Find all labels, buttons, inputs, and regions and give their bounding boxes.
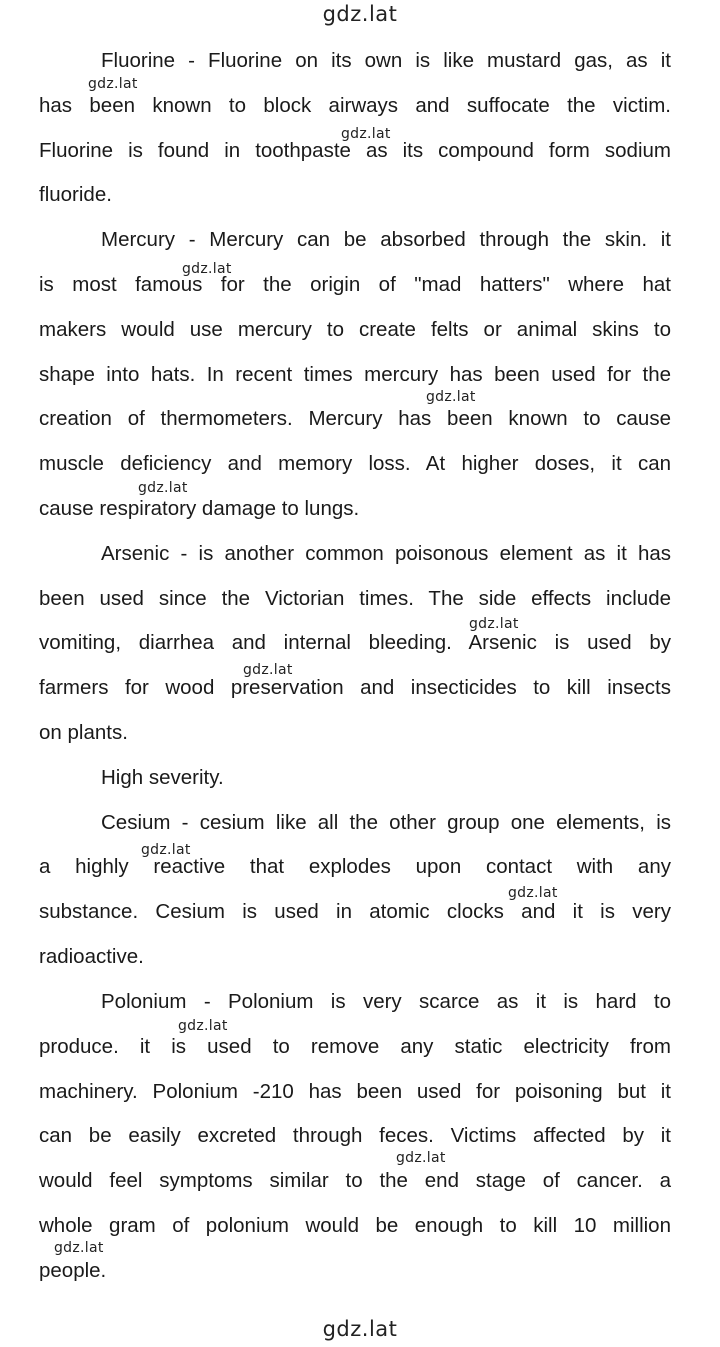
text-line: people. — [39, 1259, 107, 1282]
text-line: has been known to block airways and suffocate the victim. — [39, 94, 671, 117]
watermark-text: gdz.lat — [341, 126, 391, 142]
watermark-text: gdz.lat — [54, 1240, 104, 1256]
text-line: is most famous for the origin of "mad hatters" where hat — [39, 273, 671, 296]
text-line: substance. Cesium is used in atomic clocks and it is very — [39, 900, 671, 923]
text-line: vomiting, diarrhea and internal bleeding. Arsenic is used by — [39, 631, 671, 654]
text-line: shape into hats. In recent times mercury has been used for the — [39, 363, 671, 386]
text-line: Mercury - Mercury can be absorbed through the skin. it — [101, 228, 671, 251]
text-line: produce. it is used to remove any static electricity from — [39, 1035, 671, 1058]
watermark-text: gdz.lat — [243, 662, 293, 678]
text-line: can be easily excreted through feces. Victims affected by it — [39, 1124, 671, 1147]
text-line: farmers for wood preservation and insecticides to kill insects — [39, 676, 671, 699]
text-line: on plants. — [39, 721, 128, 744]
watermark-text: gdz.lat — [469, 616, 519, 632]
text-line: cause respiratory damage to lungs. — [39, 497, 360, 520]
text-line: machinery. Polonium -210 has been used for poisoning but it — [39, 1080, 671, 1103]
text-line: Fluorine is found in toothpaste as its compound form sodium — [39, 139, 671, 162]
text-line: radioactive. — [39, 945, 144, 968]
watermark-text: gdz.lat — [178, 1018, 228, 1034]
text-line: muscle deficiency and memory loss. At higher doses, it can — [39, 452, 671, 475]
text-line: Polonium - Polonium is very scarce as it is hard to — [101, 990, 671, 1013]
text-line: fluoride. — [39, 183, 112, 206]
text-line: High severity. — [101, 766, 224, 789]
site-header-watermark: gdz.lat — [322, 2, 398, 26]
text-line: been used since the Victorian times. The side effects include — [39, 587, 671, 610]
site-footer-watermark: gdz.lat — [322, 1317, 398, 1341]
watermark-text: gdz.lat — [88, 76, 138, 92]
text-line: a highly reactive that explodes upon contact with any — [39, 855, 671, 878]
watermark-text: gdz.lat — [508, 885, 558, 901]
text-line: Cesium - cesium like all the other group one elements, is — [101, 811, 671, 834]
text-line: Fluorine - Fluorine on its own is like mustard gas, as it — [101, 49, 671, 72]
text-line: would feel symptoms similar to the end stage of cancer. a — [39, 1169, 671, 1192]
text-line: makers would use mercury to create felts or animal skins to — [39, 318, 671, 341]
watermark-text: gdz.lat — [141, 842, 191, 858]
text-line: whole gram of polonium would be enough to kill 10 million — [39, 1214, 671, 1237]
text-line: Arsenic - is another common poisonous element as it has — [101, 542, 671, 565]
watermark-text: gdz.lat — [182, 261, 232, 277]
watermark-text: gdz.lat — [396, 1150, 446, 1166]
watermark-text: gdz.lat — [426, 389, 476, 405]
watermark-text: gdz.lat — [138, 480, 188, 496]
text-line: creation of thermometers. Mercury has been known to cause — [39, 407, 671, 430]
